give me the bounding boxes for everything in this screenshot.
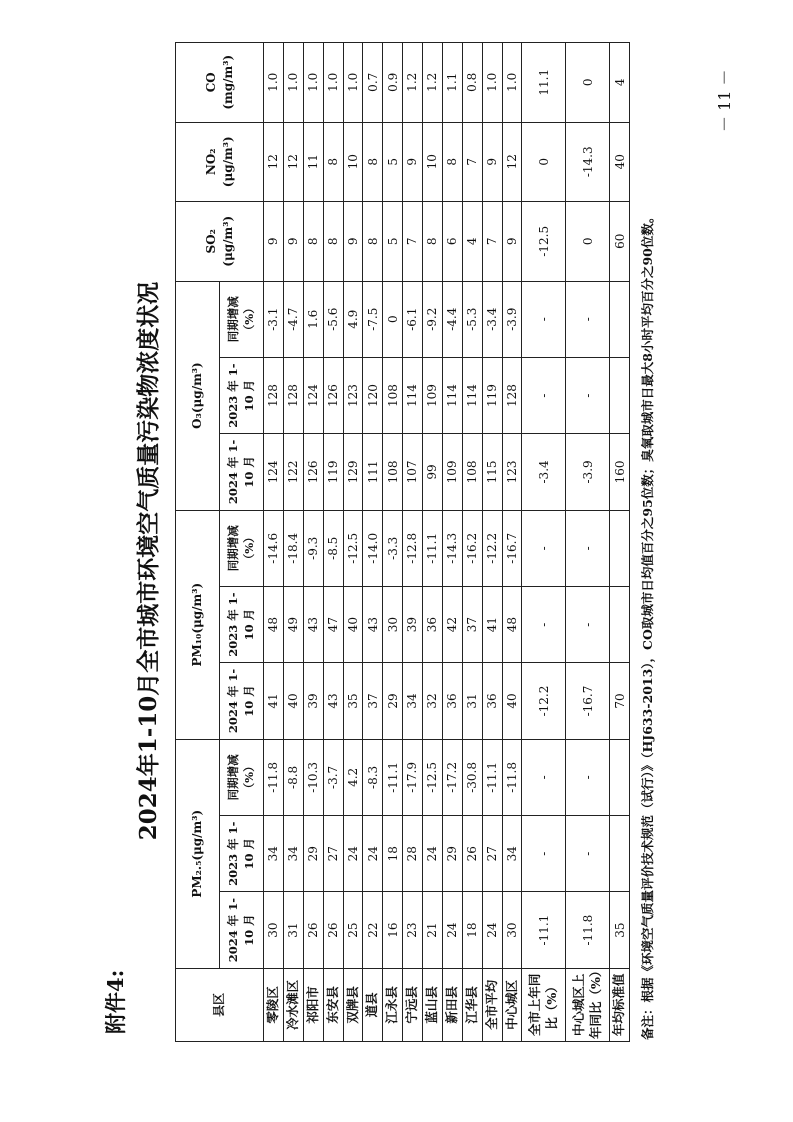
cell: 1.2 [403, 43, 423, 123]
cell: 107 [403, 434, 423, 510]
cell: 34 [403, 663, 423, 739]
cell: 8 [363, 122, 383, 202]
cell: - [522, 510, 566, 586]
pollutant-table [175, 42, 630, 1042]
cell: -3.7 [323, 739, 343, 815]
cell: 109 [423, 357, 443, 433]
cell: 60 [610, 202, 630, 282]
row-label: 中心城区上年同比（%） [566, 968, 610, 1041]
cell: 36 [423, 586, 443, 662]
cell: 31 [462, 663, 482, 739]
cell: -9.2 [423, 281, 443, 357]
cell: - [522, 357, 566, 433]
cell: -7.5 [363, 281, 383, 357]
cell: 10 [343, 122, 363, 202]
cell: 39 [403, 586, 423, 662]
cell: -11.1 [423, 510, 443, 586]
cell: 34 [264, 816, 284, 892]
cell: 26 [462, 816, 482, 892]
header-pm25-yoy: 同期增减 （%） [220, 739, 264, 815]
cell [610, 816, 630, 892]
cell: 1.0 [502, 43, 522, 123]
cell: -3.9 [566, 434, 610, 510]
cell: 40 [343, 586, 363, 662]
cell: 29 [442, 816, 462, 892]
cell: 30 [264, 892, 284, 968]
cell: 120 [363, 357, 383, 433]
cell: 129 [343, 434, 363, 510]
cell: -3.4 [482, 281, 502, 357]
cell: 43 [323, 663, 343, 739]
cell: 4.2 [343, 739, 363, 815]
cell: 8 [323, 122, 343, 202]
cell: 24 [343, 816, 363, 892]
cell: 108 [462, 434, 482, 510]
cell: 10 [423, 122, 443, 202]
cell: -14.3 [442, 510, 462, 586]
cell: 新田县 [442, 968, 462, 1041]
cell: 5 [383, 202, 403, 282]
cell: 24 [482, 892, 502, 968]
cell: -16.2 [462, 510, 482, 586]
cell: -10.3 [303, 739, 323, 815]
cell: 22 [363, 892, 383, 968]
cell: 49 [283, 586, 303, 662]
header-pm10-yoy: 同期增减 （%） [220, 510, 264, 586]
cell: 124 [264, 434, 284, 510]
header-pm25-2024: 2024 年 1-10 月 [220, 892, 264, 968]
cell: 42 [442, 586, 462, 662]
cell: 4 [462, 202, 482, 282]
cell: 124 [303, 357, 323, 433]
cell: 21 [423, 892, 443, 968]
cell: -14.3 [566, 122, 610, 202]
cell: 114 [462, 357, 482, 433]
cell: 江永县 [383, 968, 403, 1041]
cell: 0.7 [363, 43, 383, 123]
cell: - [522, 816, 566, 892]
cell: - [566, 586, 610, 662]
cell: 8 [442, 122, 462, 202]
cell: 全市平均 [482, 968, 502, 1041]
cell: 9 [343, 202, 363, 282]
cell: 115 [482, 434, 502, 510]
table-row [303, 43, 323, 1042]
cell: - [522, 281, 566, 357]
page-number: － 11 － [715, 69, 734, 132]
cell: -4.4 [442, 281, 462, 357]
cell: 7 [403, 202, 423, 282]
cell: 29 [303, 816, 323, 892]
cell: 1.0 [482, 43, 502, 123]
cell: 109 [442, 434, 462, 510]
cell: 9 [264, 202, 284, 282]
cell: 30 [383, 586, 403, 662]
footnote: 备注：根据《环境空气质量评价技术规范（试行）》（HJ633-2013），CO取城市日均值百分之95位数；臭氧取城市日最大8小时平均百分之90位数。 [640, 210, 655, 1040]
cell: -11.8 [502, 739, 522, 815]
cell: - [522, 586, 566, 662]
cell: -18.4 [283, 510, 303, 586]
cell: -8.5 [323, 510, 343, 586]
cell: -30.8 [462, 739, 482, 815]
yoy-row-city [522, 43, 566, 1042]
cell: 5 [383, 122, 403, 202]
cell: 119 [482, 357, 502, 433]
cell: 114 [403, 357, 423, 433]
cell: 108 [383, 357, 403, 433]
cell: 41 [264, 663, 284, 739]
cell: 24 [423, 816, 443, 892]
header-o3-2023: 2023 年 1-10 月 [220, 357, 264, 433]
row-label: 全市上年同比（%） [522, 968, 566, 1041]
cell: 48 [264, 586, 284, 662]
table-row [502, 43, 522, 1042]
cell: 111 [363, 434, 383, 510]
cell: 27 [482, 816, 502, 892]
header-o3-2024: 2024 年 1-10 月 [220, 434, 264, 510]
cell [610, 510, 630, 586]
cell: 24 [442, 892, 462, 968]
cell: 中心城区 [502, 968, 522, 1041]
cell: 双牌县 [343, 968, 363, 1041]
cell: -12.8 [403, 510, 423, 586]
cell: 零陵区 [264, 968, 284, 1041]
cell: 35 [343, 663, 363, 739]
cell: -4.7 [283, 281, 303, 357]
cell: 8 [323, 202, 343, 282]
cell: 23 [403, 892, 423, 968]
cell: 1.2 [423, 43, 443, 123]
cell: -14.0 [363, 510, 383, 586]
cell: -11.1 [522, 892, 566, 968]
header-o3: O₃(μg/m³) [176, 281, 220, 510]
cell: 26 [323, 892, 343, 968]
cell: 123 [502, 434, 522, 510]
cell: 8 [363, 202, 383, 282]
cell: 11 [303, 122, 323, 202]
header-o3-yoy: 同期增减 （%） [220, 281, 264, 357]
attachment-label: 附件4: [103, 969, 128, 1034]
cell: 32 [423, 663, 443, 739]
header-co: CO (mg/m³) [176, 43, 264, 123]
cell: 0 [383, 281, 403, 357]
cell: 25 [343, 892, 363, 968]
cell [610, 739, 630, 815]
cell: 43 [363, 586, 383, 662]
cell: 1.1 [442, 43, 462, 123]
cell: 128 [283, 357, 303, 433]
table-row [482, 43, 502, 1042]
cell: -12.2 [522, 663, 566, 739]
cell: 128 [502, 357, 522, 433]
cell: 1.6 [303, 281, 323, 357]
table-row [283, 43, 303, 1042]
cell: 8 [303, 202, 323, 282]
cell: 4.9 [343, 281, 363, 357]
table-row [403, 43, 423, 1042]
cell: 9 [482, 122, 502, 202]
cell: -12.2 [482, 510, 502, 586]
cell: -17.9 [403, 739, 423, 815]
cell: 7 [482, 202, 502, 282]
cell: 24 [363, 816, 383, 892]
cell: -8.8 [283, 739, 303, 815]
cell: 1.0 [264, 43, 284, 123]
cell: 0 [566, 43, 610, 123]
cell: 30 [502, 892, 522, 968]
cell: -14.6 [264, 510, 284, 586]
page-title: 2024年1-10月全市城市环境空气质量污染物浓度状况 [135, 281, 162, 841]
cell: 40 [283, 663, 303, 739]
cell: 18 [462, 892, 482, 968]
cell: 4 [610, 43, 630, 123]
table-row [323, 43, 343, 1042]
cell: -12.5 [423, 739, 443, 815]
cell: 48 [502, 586, 522, 662]
cell: 36 [482, 663, 502, 739]
cell: 蓝山县 [423, 968, 443, 1041]
cell: -5.6 [323, 281, 343, 357]
cell [610, 357, 630, 433]
cell: 1.0 [343, 43, 363, 123]
cell: - [566, 739, 610, 815]
cell: 0 [522, 122, 566, 202]
cell: 0.9 [383, 43, 403, 123]
cell: -9.3 [303, 510, 323, 586]
cell: -11.8 [566, 892, 610, 968]
cell: 11.1 [522, 43, 566, 123]
header-pm25: PM₂.₅(μg/m³) [176, 739, 220, 968]
cell: - [566, 357, 610, 433]
cell: 12 [283, 122, 303, 202]
cell: 37 [462, 586, 482, 662]
cell: 160 [610, 434, 630, 510]
cell: 祁阳市 [303, 968, 323, 1041]
cell: 9 [283, 202, 303, 282]
cell: 16 [383, 892, 403, 968]
table-row [383, 43, 403, 1042]
cell: 27 [323, 816, 343, 892]
cell: 18 [383, 816, 403, 892]
cell: - [566, 816, 610, 892]
cell: -5.3 [462, 281, 482, 357]
cell: 29 [383, 663, 403, 739]
cell: -16.7 [566, 663, 610, 739]
cell: 12 [264, 122, 284, 202]
cell: -11.1 [383, 739, 403, 815]
cell: 43 [303, 586, 323, 662]
cell: -6.1 [403, 281, 423, 357]
cell: 99 [423, 434, 443, 510]
cell: 0.8 [462, 43, 482, 123]
cell: -16.7 [502, 510, 522, 586]
cell: 34 [283, 816, 303, 892]
header-pm10-2023: 2023 年 1-10 月 [220, 586, 264, 662]
cell: 126 [323, 357, 343, 433]
cell: 1.0 [303, 43, 323, 123]
table-row [423, 43, 443, 1042]
cell: -3.3 [383, 510, 403, 586]
cell: 34 [502, 816, 522, 892]
cell: 39 [303, 663, 323, 739]
cell [610, 586, 630, 662]
cell: 道县 [363, 968, 383, 1041]
cell: - [522, 739, 566, 815]
table-row [264, 43, 284, 1042]
cell: -12.5 [343, 510, 363, 586]
header-so2: SO₂ (μg/m³) [176, 202, 264, 282]
cell: -11.1 [482, 739, 502, 815]
cell: 12 [502, 122, 522, 202]
cell [610, 281, 630, 357]
cell: 9 [502, 202, 522, 282]
cell: 47 [323, 586, 343, 662]
header-no2: NO₂ (μg/m³) [176, 122, 264, 202]
cell: 40 [502, 663, 522, 739]
cell: 114 [442, 357, 462, 433]
cell: 40 [610, 122, 630, 202]
cell: 26 [303, 892, 323, 968]
cell: 宁远县 [403, 968, 423, 1041]
cell: 36 [442, 663, 462, 739]
cell: 冷水滩区 [283, 968, 303, 1041]
cell: -12.5 [522, 202, 566, 282]
cell: 128 [264, 357, 284, 433]
cell: 东安县 [323, 968, 343, 1041]
cell: 6 [442, 202, 462, 282]
cell: 9 [403, 122, 423, 202]
cell: 126 [303, 434, 323, 510]
cell: 108 [383, 434, 403, 510]
cell: -3.9 [502, 281, 522, 357]
cell: 31 [283, 892, 303, 968]
table-row [343, 43, 363, 1042]
cell: 0 [566, 202, 610, 282]
row-label: 年均标准值 [610, 968, 630, 1041]
table-row [363, 43, 383, 1042]
cell: 1.0 [283, 43, 303, 123]
cell: - [566, 281, 610, 357]
table-row [462, 43, 482, 1042]
cell: -17.2 [442, 739, 462, 815]
cell: 1.0 [323, 43, 343, 123]
cell: -3.4 [522, 434, 566, 510]
cell: 122 [283, 434, 303, 510]
header-pm10: PM₁₀(μg/m³) [176, 510, 220, 739]
cell: 123 [343, 357, 363, 433]
cell: 37 [363, 663, 383, 739]
header-pm10-2024: 2024 年 1-10 月 [220, 663, 264, 739]
standard-row [610, 43, 630, 1042]
header-pm25-2023: 2023 年 1-10 月 [220, 816, 264, 892]
cell: - [566, 510, 610, 586]
cell: -8.3 [363, 739, 383, 815]
cell: 7 [462, 122, 482, 202]
table-row [442, 43, 462, 1042]
cell: 江华县 [462, 968, 482, 1041]
header-county: 县区 [176, 968, 264, 1041]
cell: 70 [610, 663, 630, 739]
cell: 35 [610, 892, 630, 968]
cell: 28 [403, 816, 423, 892]
cell: -3.1 [264, 281, 284, 357]
cell: 8 [423, 202, 443, 282]
cell: 119 [323, 434, 343, 510]
yoy-row-center [566, 43, 610, 1042]
cell: 41 [482, 586, 502, 662]
cell: -11.8 [264, 739, 284, 815]
